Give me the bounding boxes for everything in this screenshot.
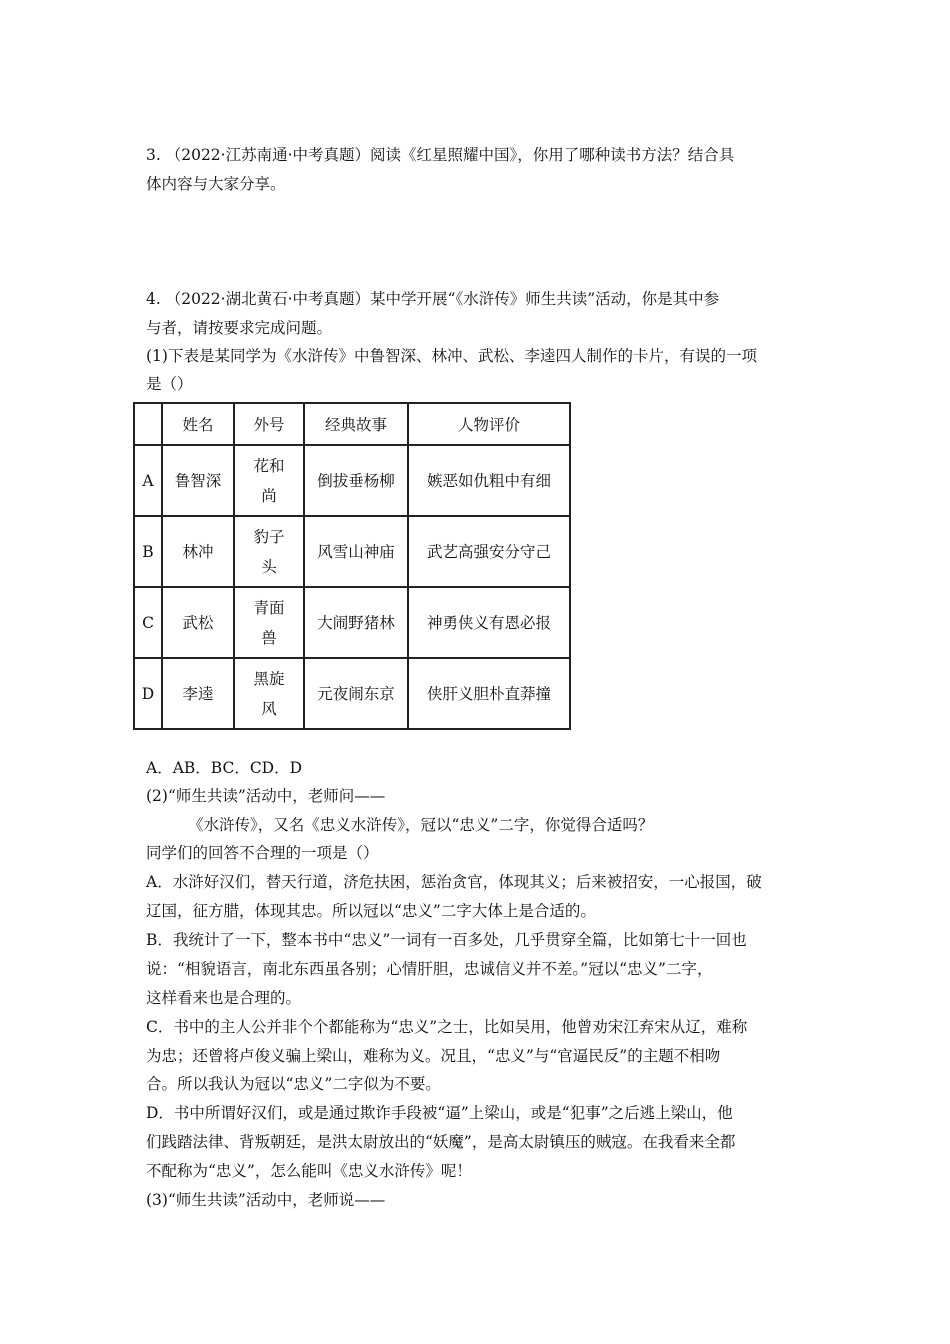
- table-cell-option: A: [134, 445, 162, 516]
- option-c-line-2: 为忠；还曾将卢俊义骗上梁山，难称为义。况且，“忠义”与“官逼民反”的主题不相吻: [146, 1047, 721, 1065]
- option-c-line-1: C．书中的主人公并非个个都能称为“忠义”之士，比如吴用，他曾劝宋江弃宋从辽，难称: [146, 1018, 748, 1036]
- table-cell-nickname: [234, 587, 304, 658]
- option-b-line-3: 这样看来也是合理的。: [146, 989, 302, 1007]
- nickname-text: 豹子头: [253, 527, 285, 576]
- nickname-text: 青面兽: [253, 598, 285, 647]
- table-cell-evaluation: 神勇侠义有恩必报: [408, 587, 570, 658]
- subquestion-2-intro: (2)“师生共读”活动中，老师问——: [146, 787, 386, 805]
- table-row: [134, 445, 570, 516]
- table-header-cell: 经典故事: [304, 403, 408, 445]
- subquestion-2-prompt: 同学们的回答不合理的一项是（）: [146, 844, 379, 862]
- table-cell-option: B: [134, 516, 162, 587]
- subquestion-1-line-2: 是（）: [146, 375, 193, 393]
- table-row: [134, 658, 570, 729]
- option-d-line-1: D．书中所谓好汉们，或是通过欺诈手段被“逼”上梁山，或是“犯事”之后逃上梁山，他: [146, 1104, 733, 1122]
- option-d-line-2: 们践踏法律、背叛朝廷，是洪太尉放出的“妖魔”，是高太尉镇压的贼寇。在我看来全都: [146, 1133, 736, 1151]
- table-cell-name: 林冲: [162, 516, 234, 587]
- table-cell-nickname: [234, 516, 304, 587]
- option-c-line-3: 合。所以我认为冠以“忠义”二字似为不要。: [146, 1075, 441, 1093]
- table-cell-story: 大闹野猪林: [304, 587, 408, 658]
- table-cell-story: 倒拔垂杨柳: [304, 445, 408, 516]
- table-cell-evaluation: 嫉恶如仇粗中有细: [408, 445, 570, 516]
- question-3-line-1: 3. （2022·江苏南通·中考真题）阅读《红星照耀中国》，你用了哪种读书方法？结合具: [146, 146, 735, 164]
- table-header-row: [134, 403, 570, 445]
- table-cell-name: 鲁智深: [162, 445, 234, 516]
- nickname-text: 花和尚: [253, 456, 285, 505]
- question-3-line-2: 体内容与大家分享。: [146, 175, 286, 193]
- option-a-line-2: 辽国，征方腊，体现其忠。所以冠以“忠义”二字大体上是合适的。: [146, 902, 596, 920]
- subquestion-1-options: A．AB．BC．CD．D: [146, 759, 303, 777]
- table-cell-nickname: [234, 445, 304, 516]
- table-cell-evaluation: 武艺高强安分守己: [408, 516, 570, 587]
- table-header-cell: [134, 403, 162, 445]
- table-cell-name: 武松: [162, 587, 234, 658]
- question-4-line-2: 与者，请按要求完成问题。: [146, 319, 333, 337]
- table-cell-option: D: [134, 658, 162, 729]
- table-row: [134, 587, 570, 658]
- table-cell-evaluation: 侠肝义胆朴直莽撞: [408, 658, 570, 729]
- table-row: [134, 516, 570, 587]
- table-cell-story: 风雪山神庙: [304, 516, 408, 587]
- option-a-line-1: A．水浒好汉们，替天行道，济危扶困，惩治贪官，体现其义；后来被招安，一心报国，破: [146, 873, 762, 891]
- table-cell-story: 元夜闹东京: [304, 658, 408, 729]
- subquestion-1-line-1: (1)下表是某同学为《水浒传》中鲁智深、林冲、武松、李逵四人制作的卡片，有误的一项: [146, 347, 757, 365]
- table-cell-name: 李逵: [162, 658, 234, 729]
- character-card-table: [133, 402, 571, 730]
- subquestion-2-question: 《水浒传》，又名《忠义水浒传》，冠以“忠义”二字，你觉得合适吗？: [188, 816, 654, 834]
- nickname-text: 黑旋风: [253, 669, 285, 718]
- question-4-line-1: 4. （2022·湖北黄石·中考真题）某中学开展“《水浒传》师生共读”活动，你是其中参: [146, 290, 720, 308]
- subquestion-3-intro: (3)“师生共读”活动中，老师说——: [146, 1191, 386, 1209]
- table-header-cell: 人物评价: [408, 403, 570, 445]
- table-cell-option: C: [134, 587, 162, 658]
- option-b-line-2: 说：“相貌语言，南北东西虽各别；心情肝胆，忠诚信义并不差。”冠以“忠义”二字，: [146, 960, 713, 978]
- option-b-line-1: B．我统计了一下，整本书中“忠义”一词有一百多处，几乎贯穿全篇，比如第七十一回也: [146, 931, 747, 949]
- table-header-cell: 姓名: [162, 403, 234, 445]
- table-cell-nickname: [234, 658, 304, 729]
- option-d-line-3: 不配称为“忠义”，怎么能叫《忠义水浒传》呢！: [146, 1162, 472, 1180]
- table-header-cell: 外号: [234, 403, 304, 445]
